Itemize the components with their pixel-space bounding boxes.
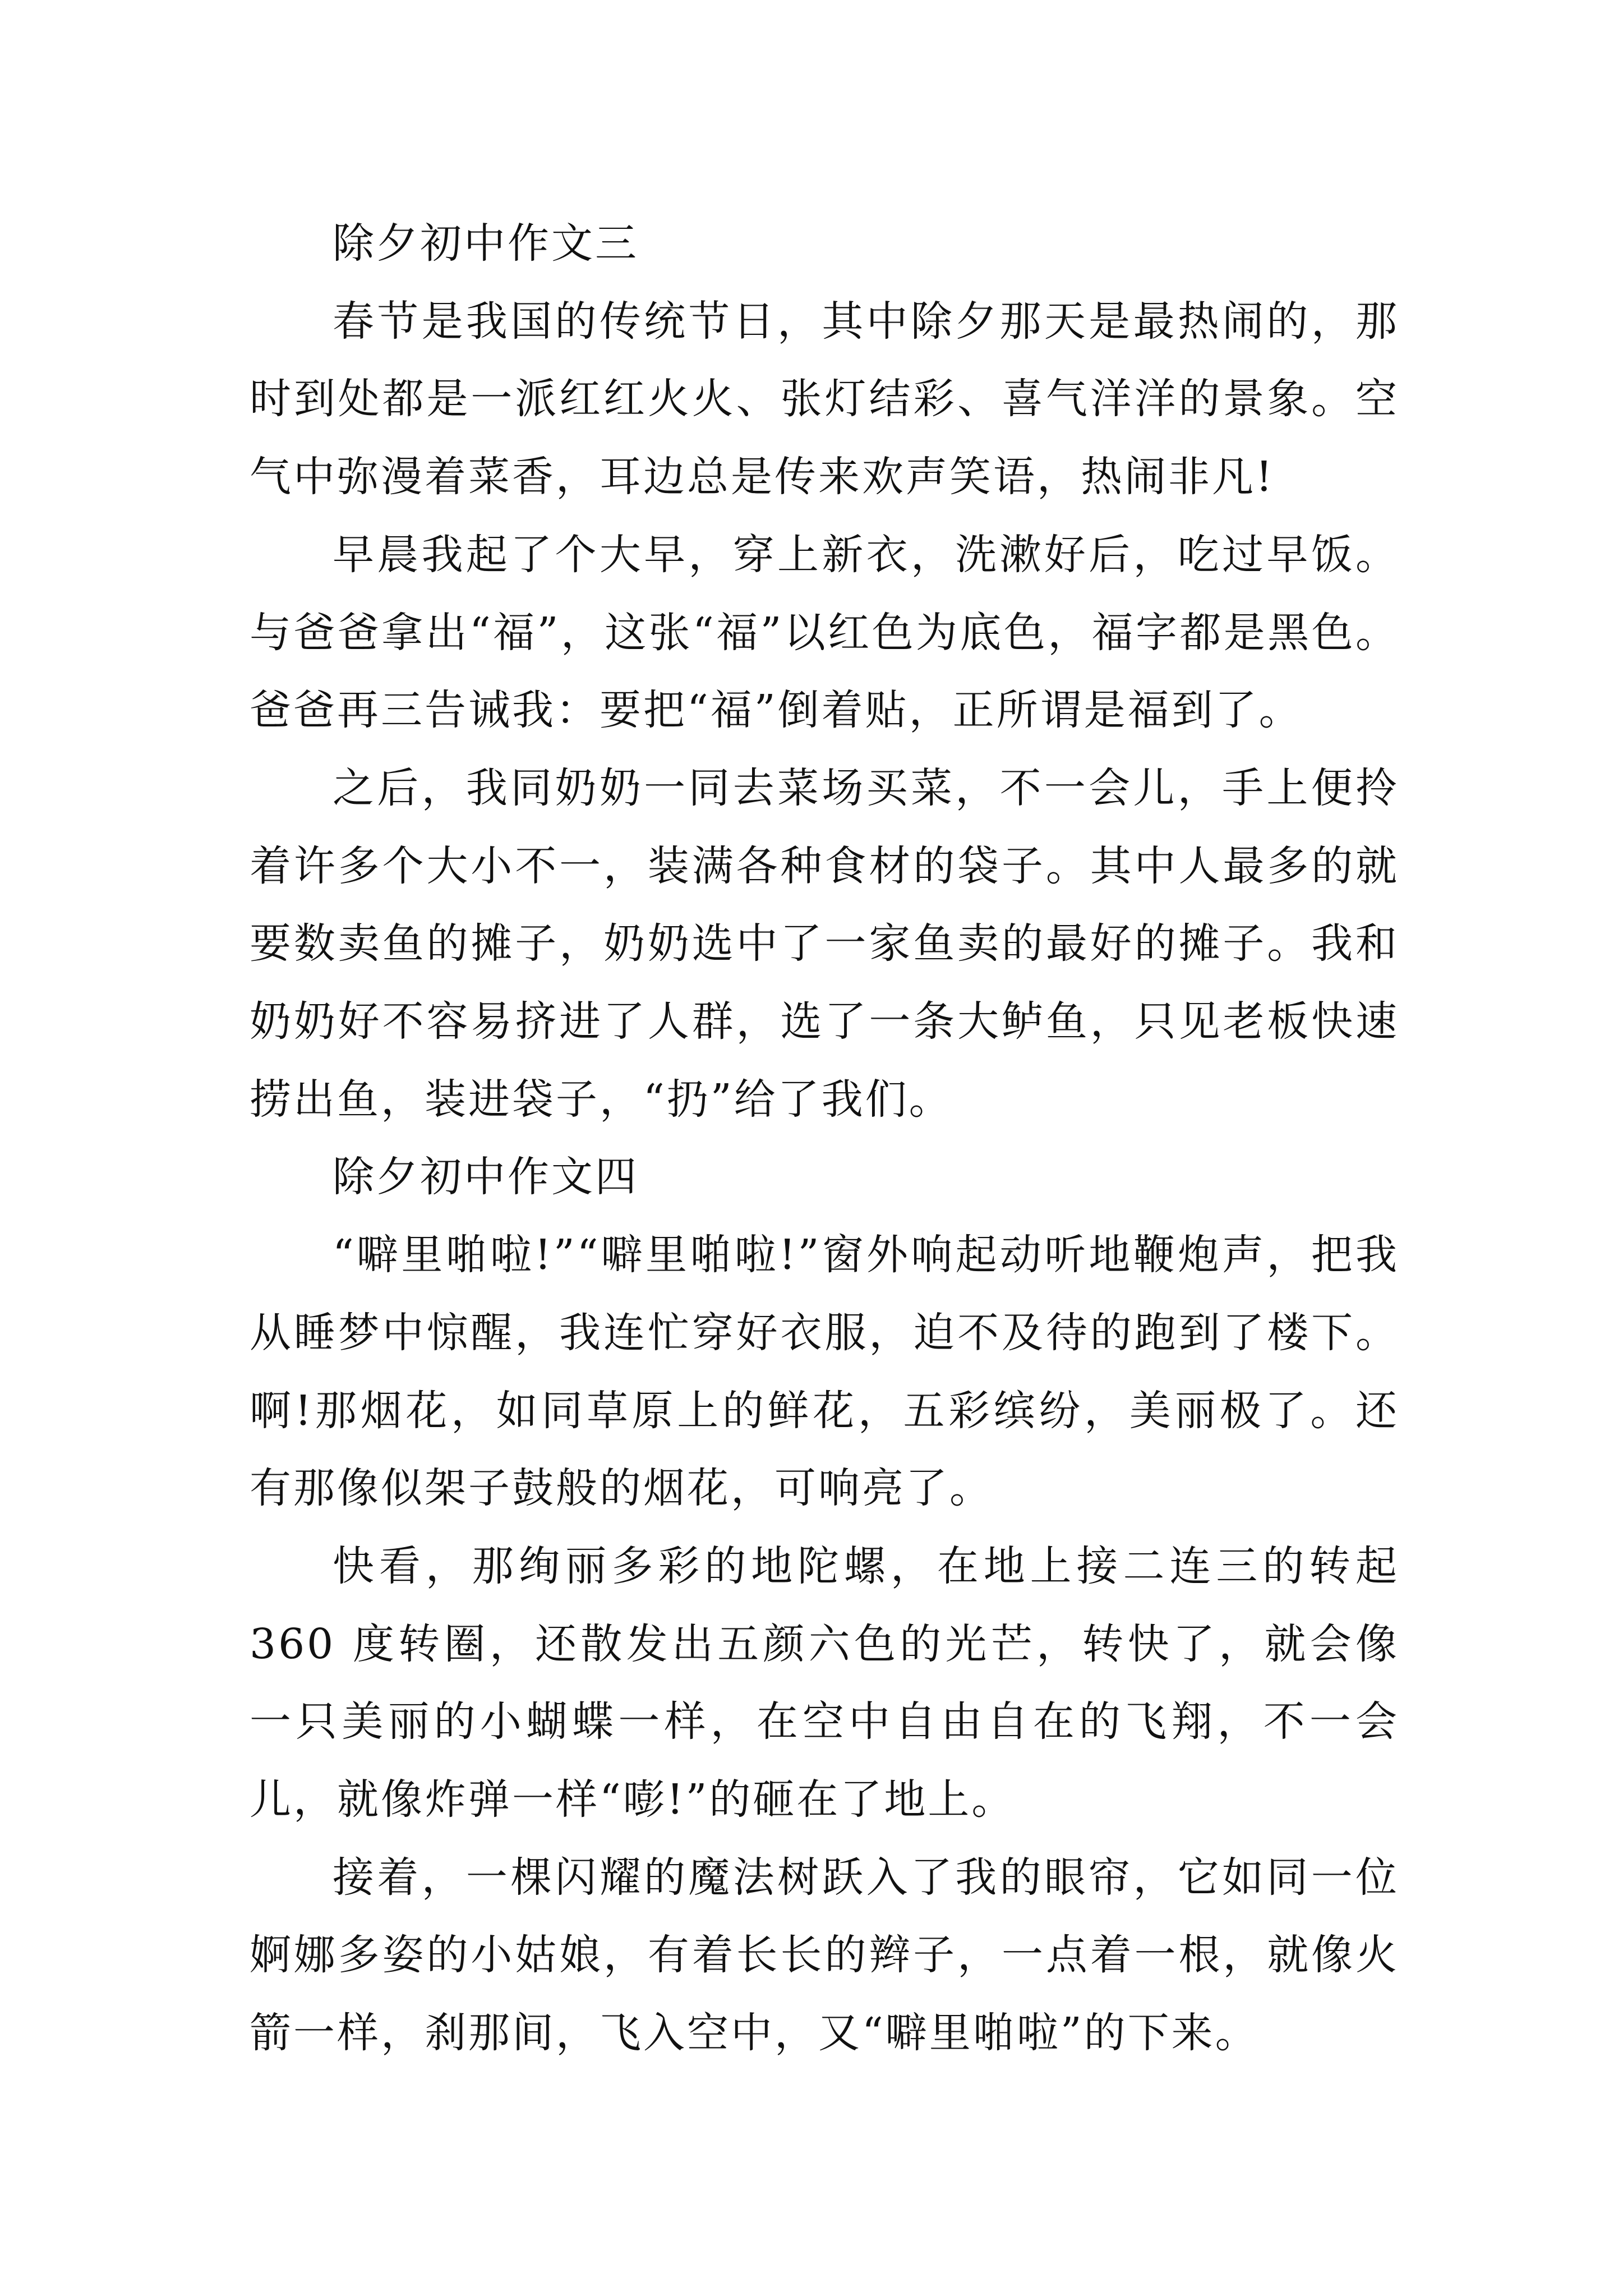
essay-body <box>250 205 1399 2072</box>
essay-title: 除夕初中作文四 <box>333 1153 639 1202</box>
essay-title: 除夕初中作文三 <box>333 219 639 268</box>
paragraph: 之后，我同奶奶一同去菜场买菜，不一会儿，手上便拎着许多个大小不一，装满各种食材的袋子。其中人最多的就要数卖鱼的摊子，奶奶选中了一家鱼卖的最好的摊子。我和奶奶好不容易挤进了人群，选了一条大鲈鱼，只见老板快速捞出鱼，装进袋子，“扔”给了我们。 <box>250 763 1399 1124</box>
paragraph: “噼里啪啦!”“噼里啪啦!”窗外响起动听地鞭炮声，把我从睡梦中惊醒，我连忙穿好衣服，迫不及待的跑到了楼下。啊!那烟花，如同草原上的鲜花，五彩缤纷，美丽极了。还有那像似架子鼓般的烟花，可响亮了。 <box>250 1231 1399 1513</box>
paragraph: 快看，那绚丽多彩的地陀螺，在地上接二连三的转起 360 度转圈，还散发出五颜六色的光芒，转快了，就会像一只美丽的小蝴蝶一样，在空中自由自在的飞翔，不一会儿，就像炸弹一样“嘭!”的砸在了地上。 <box>250 1542 1399 1824</box>
paragraph: 春节是我国的传统节日，其中除夕那天是最热闹的，那时到处都是一派红红火火、张灯结彩、喜气洋洋的景象。空气中弥漫着菜香，耳边总是传来欢声笑语，热闹非凡! <box>250 297 1399 501</box>
paragraph: 接着，一棵闪耀的魔法树跃入了我的眼帘，它如同一位婀娜多姿的小姑娘，有着长长的辫子，一点着一根，就像火箭一样，刹那间，飞入空中，又“噼里啪啦”的下来。 <box>250 1853 1399 2058</box>
paragraph: 早晨我起了个大早，穿上新衣，洗漱好后，吃过早饭。与爸爸拿出“福”，这张“福”以红色为底色，福字都是黑色。爸爸再三告诫我：要把“福”倒着贴，正所谓是福到了。 <box>250 530 1399 735</box>
